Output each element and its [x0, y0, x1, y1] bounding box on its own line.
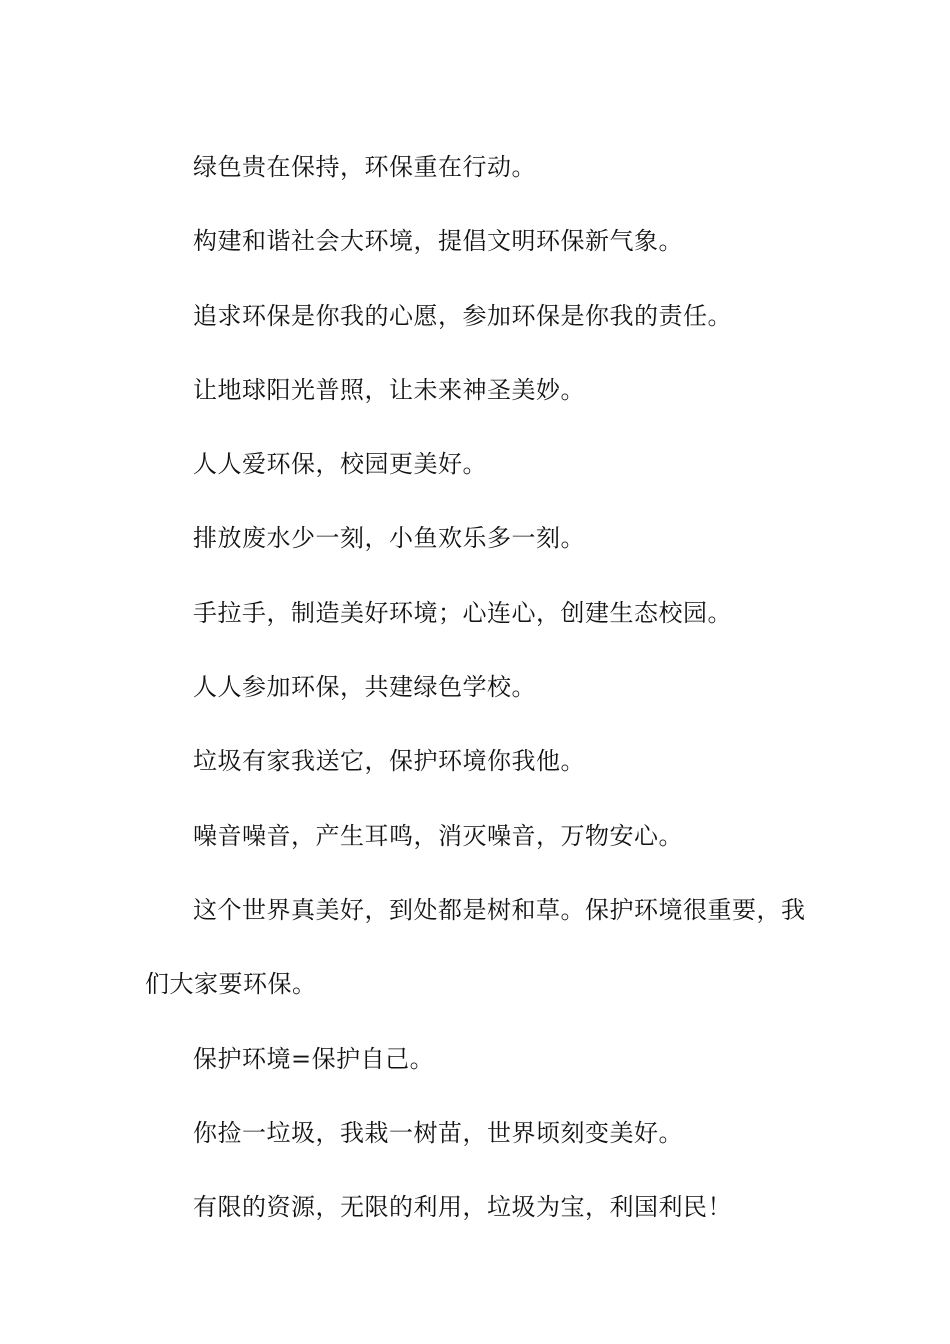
paragraph: 追求环保是你我的心愿，参加环保是你我的责任。: [193, 301, 732, 330]
paragraph: 绿色贵在保持，环保重在行动。: [193, 153, 536, 181]
paragraph: 你捡一垃圾，我栽一树苗，世界顷刻变美好。: [193, 1118, 683, 1147]
paragraph: 垃圾有家我送它，保护环境你我他。: [193, 747, 585, 776]
paragraph: 构建和谐社会大环境，提倡文明环保新气象。: [193, 227, 683, 256]
paragraph: 排放废水少一刻，小鱼欢乐多一刻。: [193, 524, 585, 553]
paragraph: 噪音噪音，产生耳鸣，消灭噪音，万物安心。: [193, 821, 683, 850]
paragraph: 保护环境=保护自己。: [193, 1044, 435, 1073]
document-body: [145, 130, 810, 1244]
paragraph: 让地球阳光普照，让未来神圣美妙。: [193, 375, 585, 404]
paragraph: 人人参加环保，共建绿色学校。: [193, 673, 536, 702]
paragraph: 有限的资源，无限的利用，垃圾为宝，利国利民！: [193, 1193, 732, 1222]
paragraph: 人人爱环保，校园更美好。: [193, 450, 487, 479]
paragraph: 手拉手，制造美好环境；心连心，创建生态校园。: [193, 598, 732, 627]
paragraph: 这个世界真美好，到处都是树和草。保护环境很重要，我们大家要环保。: [145, 895, 806, 999]
